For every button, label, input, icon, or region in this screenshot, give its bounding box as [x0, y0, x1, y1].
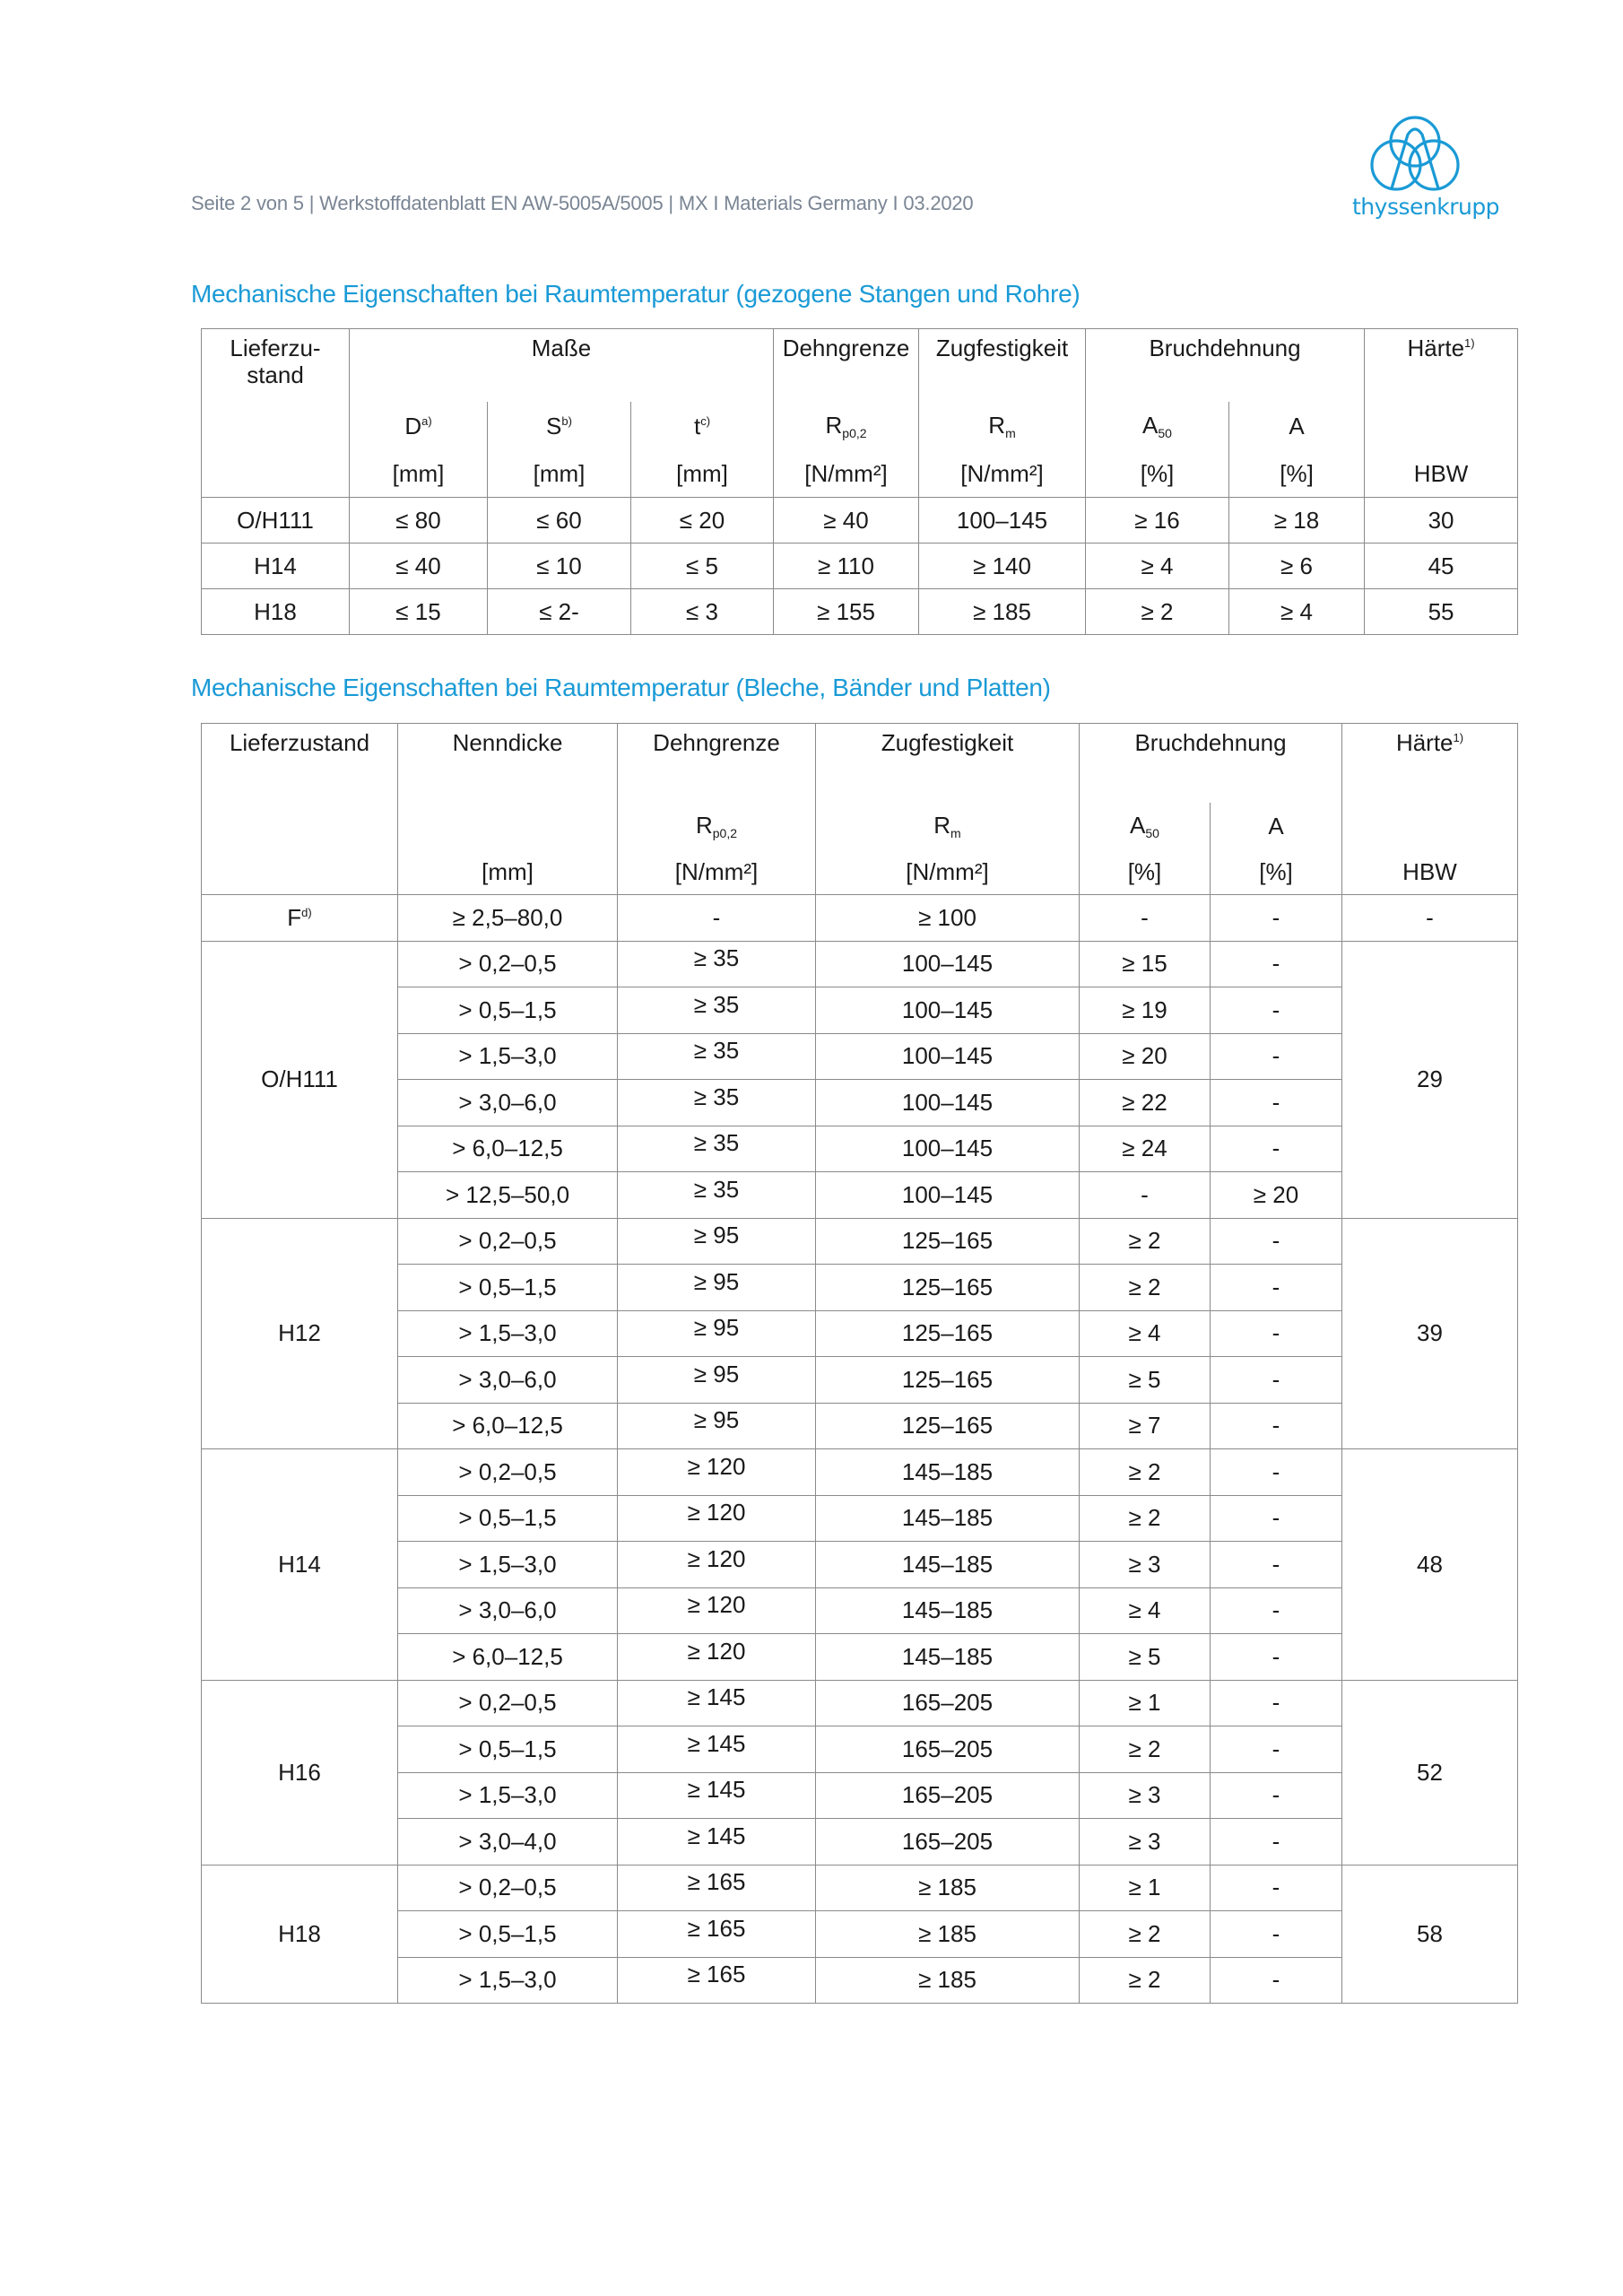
cell-a: -: [1211, 1819, 1342, 1866]
cell-nenndicke: > 1,5–3,0: [398, 1542, 618, 1588]
header-bruchdehnung: Bruchdehnung: [1086, 329, 1365, 403]
cell-a: -: [1211, 1126, 1342, 1172]
cell-nenndicke: > 0,2–0,5: [398, 1680, 618, 1726]
cell-rp: ≥ 35: [618, 1126, 816, 1172]
cell-rm: 100–145: [816, 1172, 1080, 1219]
cell-state: H16: [202, 1680, 398, 1865]
header-a: A: [1229, 402, 1365, 450]
cell-nenndicke: > 3,0–6,0: [398, 1080, 618, 1126]
cell-nenndicke: > 6,0–12,5: [398, 1126, 618, 1172]
cell-rp: ≥ 155: [774, 589, 919, 635]
cell-state: H12: [202, 1218, 398, 1449]
cell-rp: ≥ 165: [618, 1865, 816, 1911]
table-row: [202, 498, 1518, 544]
cell-a50: ≥ 3: [1080, 1819, 1211, 1866]
cell-a50: ≥ 5: [1080, 1634, 1211, 1681]
cell-a: -: [1211, 1957, 1342, 2004]
cell-rm: 145–185: [816, 1542, 1080, 1588]
cell-a: ≥ 4: [1229, 589, 1365, 635]
table-rods-tubes: [201, 328, 1518, 635]
cell-nenndicke: > 0,5–1,5: [398, 987, 618, 1034]
cell-rm: 100–145: [919, 498, 1086, 544]
table-row: [202, 1449, 1518, 1496]
cell-rp: ≥ 35: [618, 1080, 816, 1126]
cell-d: ≤ 80: [350, 498, 488, 544]
cell-rp: ≥ 145: [618, 1680, 816, 1726]
cell-a: ≥ 18: [1229, 498, 1365, 544]
cell-a50: ≥ 3: [1080, 1542, 1211, 1588]
cell-a50: ≥ 24: [1080, 1126, 1211, 1172]
table-row: [202, 1310, 1518, 1357]
cell-s: ≤ 2-: [488, 589, 631, 635]
table-row: [202, 941, 1518, 987]
cell-a: ≥ 20: [1211, 1172, 1342, 1219]
cell-a: -: [1211, 1726, 1342, 1773]
cell-a50: -: [1080, 1172, 1211, 1219]
cell-a50: ≥ 19: [1080, 987, 1211, 1034]
cell-a: -: [1211, 1772, 1342, 1819]
cell-a50: ≥ 2: [1080, 1957, 1211, 2004]
cell-rp: ≥ 120: [618, 1542, 816, 1588]
table-row: [202, 1033, 1518, 1080]
cell-s: ≤ 10: [488, 544, 631, 589]
cell-rp: ≥ 165: [618, 1957, 816, 2004]
cell-a: -: [1211, 1218, 1342, 1265]
header-d: $D^{a)}$: [350, 402, 488, 450]
header-rp: $R_{p0,2}$: [618, 803, 816, 849]
cell-rp: ≥ 110: [774, 544, 919, 589]
header-a50: $A_{50}$: [1080, 803, 1211, 849]
cell-rp: ≥ 95: [618, 1265, 816, 1311]
cell-rm: 145–185: [816, 1495, 1080, 1542]
cell-a: -: [1211, 987, 1342, 1034]
cell-nenndicke: > 3,0–6,0: [398, 1587, 618, 1634]
cell-nenndicke: > 1,5–3,0: [398, 1033, 618, 1080]
cell-a50: ≥ 2: [1080, 1911, 1211, 1958]
table-row: [202, 1172, 1518, 1219]
unit-rm: [N/mm²]: [919, 450, 1086, 498]
cell-a: -: [1211, 1680, 1342, 1726]
cell-rm: ≥ 185: [816, 1957, 1080, 2004]
unit-nenndicke: [mm]: [398, 849, 618, 895]
cell-state: $F^{d)}$: [202, 895, 398, 942]
cell-rm: ≥ 100: [816, 895, 1080, 942]
cell-rm: 125–165: [816, 1357, 1080, 1404]
cell-rm: 145–185: [816, 1587, 1080, 1634]
cell-nenndicke: > 0,5–1,5: [398, 1495, 618, 1542]
cell-rm: 100–145: [816, 941, 1080, 987]
unit-rm: [N/mm²]: [816, 849, 1080, 895]
cell-a50: ≥ 20: [1080, 1033, 1211, 1080]
header-dehngrenze: Dehngrenze: [618, 724, 816, 804]
cell-a: -: [1211, 1449, 1342, 1496]
table-row: [202, 1542, 1518, 1588]
cell-rp: ≥ 40: [774, 498, 919, 544]
table-row: [202, 1587, 1518, 1634]
cell-state: H14: [202, 544, 350, 589]
header-masse: Maße: [350, 329, 774, 403]
cell-nenndicke: > 0,2–0,5: [398, 1218, 618, 1265]
cell-nenndicke: > 0,2–0,5: [398, 1449, 618, 1496]
cell-hbw: -: [1342, 895, 1518, 942]
cell-nenndicke: > 3,0–6,0: [398, 1357, 618, 1404]
cell-rm: 145–185: [816, 1634, 1080, 1681]
logo-text: thyssenkrupp: [1352, 194, 1500, 220]
cell-a: -: [1211, 1357, 1342, 1404]
logo-circles-icon: [1365, 115, 1465, 192]
table-row: [202, 1865, 1518, 1911]
cell-rm: 125–165: [816, 1265, 1080, 1311]
table-row: [202, 1080, 1518, 1126]
cell-a50: ≥ 2: [1080, 1726, 1211, 1773]
cell-rp: ≥ 35: [618, 987, 816, 1034]
cell-nenndicke: > 3,0–4,0: [398, 1819, 618, 1866]
table-row: [202, 1495, 1518, 1542]
cell-a50: ≥ 4: [1080, 1310, 1211, 1357]
cell-rp: ≥ 95: [618, 1403, 816, 1449]
cell-hbw: 30: [1365, 498, 1518, 544]
cell-s: ≤ 60: [488, 498, 631, 544]
cell-a50: ≥ 2: [1086, 589, 1229, 635]
header-haerte: Härte$^{1)}$: [1365, 329, 1518, 451]
cell-a: ≥ 6: [1229, 544, 1365, 589]
cell-rm: 145–185: [816, 1449, 1080, 1496]
table-row: [202, 1634, 1518, 1681]
table-row: [202, 1680, 1518, 1726]
table-row: [202, 1218, 1518, 1265]
cell-d: ≤ 40: [350, 544, 488, 589]
cell-a: -: [1211, 1265, 1342, 1311]
cell-t: ≤ 5: [631, 544, 774, 589]
cell-nenndicke: > 6,0–12,5: [398, 1403, 618, 1449]
unit-t: [mm]: [631, 450, 774, 498]
header-s: $S^{b)}$: [488, 402, 631, 450]
cell-nenndicke: > 6,0–12,5: [398, 1634, 618, 1681]
header-lieferzustand: Lieferzu- stand: [202, 329, 350, 498]
cell-a50: ≥ 16: [1086, 498, 1229, 544]
cell-a: -: [1211, 1310, 1342, 1357]
unit-rp: [N/mm²]: [774, 450, 919, 498]
unit-s: [mm]: [488, 450, 631, 498]
table-row: [202, 1265, 1518, 1311]
header-bruchdehnung: Bruchdehnung: [1080, 724, 1342, 804]
unit-a50: [%]: [1086, 450, 1229, 498]
unit-a: [%]: [1211, 849, 1342, 895]
header-zugfestigkeit: Zugfestigkeit: [919, 329, 1086, 403]
page-header-text: Seite 2 von 5 | Werkstoffdatenblatt EN AW-5005A/5005 | MX I Materials Germany I 03.2020: [191, 192, 974, 214]
cell-state: O/H111: [202, 498, 350, 544]
cell-rm: 100–145: [816, 1080, 1080, 1126]
cell-a50: ≥ 4: [1086, 544, 1229, 589]
cell-nenndicke: ≥ 2,5–80,0: [398, 895, 618, 942]
table-row: [202, 987, 1518, 1034]
cell-a: -: [1211, 895, 1342, 942]
cell-hbw: 48: [1342, 1449, 1518, 1681]
header-blank-2: [398, 803, 618, 849]
cell-a50: ≥ 2: [1080, 1218, 1211, 1265]
cell-rp: -: [618, 895, 816, 942]
table-row: [202, 1357, 1518, 1404]
cell-a: -: [1211, 1634, 1342, 1681]
cell-hbw: 39: [1342, 1218, 1518, 1449]
cell-rm: 165–205: [816, 1819, 1080, 1866]
cell-rm: 100–145: [816, 1033, 1080, 1080]
cell-nenndicke: > 1,5–3,0: [398, 1310, 618, 1357]
cell-d: ≤ 15: [350, 589, 488, 635]
cell-nenndicke: > 0,5–1,5: [398, 1726, 618, 1773]
cell-nenndicke: > 0,5–1,5: [398, 1911, 618, 1958]
table-row: [202, 1772, 1518, 1819]
table-row: [202, 1126, 1518, 1172]
cell-rp: ≥ 35: [618, 941, 816, 987]
cell-nenndicke: > 0,5–1,5: [398, 1265, 618, 1311]
cell-rm: 100–145: [816, 987, 1080, 1034]
header-lieferzustand: Lieferzustand: [202, 724, 398, 804]
cell-rm: 125–165: [816, 1310, 1080, 1357]
unit-a: [%]: [1229, 450, 1365, 498]
cell-a: -: [1211, 1403, 1342, 1449]
cell-a: -: [1211, 1587, 1342, 1634]
cell-nenndicke: > 1,5–3,0: [398, 1772, 618, 1819]
table-row: [202, 1957, 1518, 2004]
cell-state: H18: [202, 589, 350, 635]
header-t: $t^{c)}$: [631, 402, 774, 450]
cell-t: ≤ 20: [631, 498, 774, 544]
header-dehngrenze: Dehngrenze: [774, 329, 919, 403]
cell-rm: 165–205: [816, 1680, 1080, 1726]
cell-rp: ≥ 120: [618, 1495, 816, 1542]
header-haerte: Härte$^{1)}$: [1342, 724, 1518, 804]
table-row: [202, 1819, 1518, 1866]
cell-rm: ≥ 185: [816, 1911, 1080, 1958]
cell-a: -: [1211, 1911, 1342, 1958]
table-row: [202, 1911, 1518, 1958]
cell-a: -: [1211, 1865, 1342, 1911]
header-rp: $R_{p0,2}$: [774, 402, 919, 450]
cell-a: -: [1211, 1495, 1342, 1542]
cell-rp: ≥ 165: [618, 1911, 816, 1958]
cell-hbw: 52: [1342, 1680, 1518, 1865]
section-title-sheets-plates: Mechanische Eigenschaften bei Raumtemperatur (Bleche, Bänder und Platten): [191, 674, 1051, 701]
cell-a: -: [1211, 1542, 1342, 1588]
cell-a50: ≥ 5: [1080, 1357, 1211, 1404]
table-row: [202, 544, 1518, 589]
cell-rp: ≥ 35: [618, 1172, 816, 1219]
thyssenkrupp-logo: [1352, 115, 1500, 222]
cell-a50: ≥ 2: [1080, 1449, 1211, 1496]
header-nenndicke: Nenndicke: [398, 724, 618, 804]
header-a: A: [1211, 803, 1342, 849]
cell-a50: -: [1080, 895, 1211, 942]
cell-a50: ≥ 1: [1080, 1865, 1211, 1911]
cell-a50: ≥ 7: [1080, 1403, 1211, 1449]
cell-a: -: [1211, 941, 1342, 987]
cell-hbw: 45: [1365, 544, 1518, 589]
cell-hbw: 29: [1342, 941, 1518, 1218]
unit-hbw: HBW: [1342, 849, 1518, 895]
unit-a50: [%]: [1080, 849, 1211, 895]
cell-rm: 165–205: [816, 1772, 1080, 1819]
cell-rp: ≥ 95: [618, 1357, 816, 1404]
cell-nenndicke: > 0,2–0,5: [398, 941, 618, 987]
table-row: [202, 895, 1518, 942]
cell-rp: ≥ 120: [618, 1587, 816, 1634]
cell-a50: ≥ 22: [1080, 1080, 1211, 1126]
cell-a50: ≥ 15: [1080, 941, 1211, 987]
cell-state: H18: [202, 1865, 398, 2004]
cell-a: -: [1211, 1033, 1342, 1080]
cell-rp: ≥ 145: [618, 1772, 816, 1819]
cell-rp: ≥ 95: [618, 1218, 816, 1265]
unit-hbw: HBW: [1365, 450, 1518, 498]
cell-a50: ≥ 3: [1080, 1772, 1211, 1819]
cell-rm: ≥ 140: [919, 544, 1086, 589]
cell-a50: ≥ 1: [1080, 1680, 1211, 1726]
cell-rp: ≥ 95: [618, 1310, 816, 1357]
cell-rm: ≥ 185: [816, 1865, 1080, 1911]
section-title-rods-tubes: Mechanische Eigenschaften bei Raumtemperatur (gezogene Stangen und Rohre): [191, 280, 1081, 308]
cell-rm: 125–165: [816, 1403, 1080, 1449]
cell-a50: ≥ 4: [1080, 1587, 1211, 1634]
table-sheets-plates: [201, 723, 1518, 2004]
table-row: [202, 1726, 1518, 1773]
cell-a: -: [1211, 1080, 1342, 1126]
cell-hbw: 58: [1342, 1865, 1518, 2004]
header-rm: $R_m$: [816, 803, 1080, 849]
table-row: [202, 1403, 1518, 1449]
header-blank-1: [202, 803, 398, 849]
unit-d: [mm]: [350, 450, 488, 498]
cell-nenndicke: > 0,2–0,5: [398, 1865, 618, 1911]
cell-a50: ≥ 2: [1080, 1265, 1211, 1311]
unit-blank: [202, 849, 398, 895]
cell-nenndicke: > 1,5–3,0: [398, 1957, 618, 2004]
cell-rm: ≥ 185: [919, 589, 1086, 635]
cell-rp: ≥ 35: [618, 1033, 816, 1080]
cell-rp: ≥ 120: [618, 1634, 816, 1681]
unit-rp: [N/mm²]: [618, 849, 816, 895]
cell-rp: ≥ 145: [618, 1726, 816, 1773]
cell-rp: ≥ 120: [618, 1449, 816, 1496]
cell-rp: ≥ 145: [618, 1819, 816, 1866]
header-blank-3: [1342, 803, 1518, 849]
cell-state: H14: [202, 1449, 398, 1681]
header-rm: $R_m$: [919, 402, 1086, 450]
header-a50: $A_{50}$: [1086, 402, 1229, 450]
cell-rm: 100–145: [816, 1126, 1080, 1172]
cell-state: O/H111: [202, 941, 398, 1218]
table-row: [202, 589, 1518, 635]
cell-a50: ≥ 2: [1080, 1495, 1211, 1542]
cell-t: ≤ 3: [631, 589, 774, 635]
cell-rm: 165–205: [816, 1726, 1080, 1773]
cell-nenndicke: > 12,5–50,0: [398, 1172, 618, 1219]
header-zugfestigkeit: Zugfestigkeit: [816, 724, 1080, 804]
cell-hbw: 55: [1365, 589, 1518, 635]
cell-rm: 125–165: [816, 1218, 1080, 1265]
